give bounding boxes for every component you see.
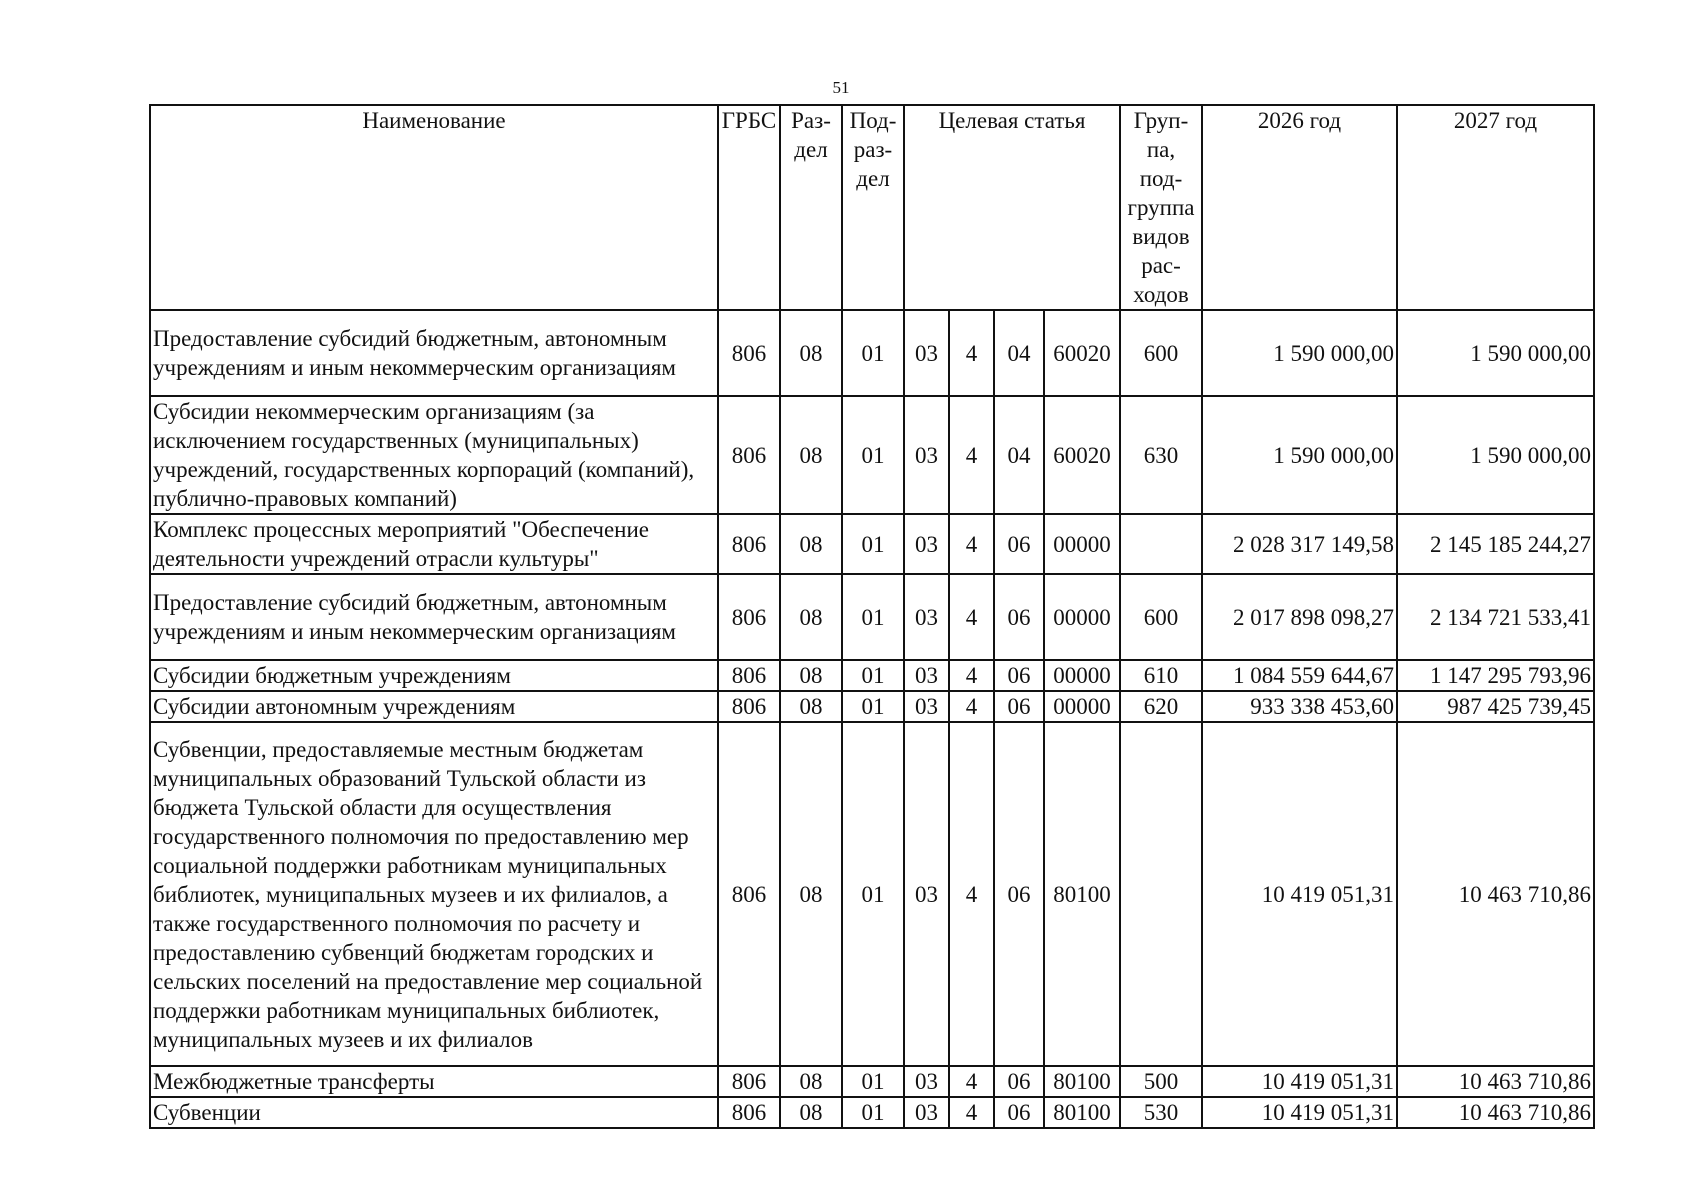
page-number: 51 xyxy=(832,78,850,97)
row-podrazdel: 01 xyxy=(842,310,904,396)
row-target-type: 4 xyxy=(949,310,994,396)
row-target-direction: 80100 xyxy=(1044,1097,1120,1128)
row-name: Субсидии бюджетным учреждениям xyxy=(150,660,718,691)
header-razdel: Раз- дел xyxy=(780,105,842,310)
row-podrazdel: 01 xyxy=(842,574,904,660)
table-body xyxy=(150,310,1594,1128)
row-podrazdel: 01 xyxy=(842,660,904,691)
row-amount-2027: 2 145 185 244,27 xyxy=(1397,514,1594,574)
row-razdel: 08 xyxy=(780,1066,842,1097)
row-podrazdel: 01 xyxy=(842,722,904,1066)
row-podrazdel: 01 xyxy=(842,1097,904,1128)
row-target-program: 03 xyxy=(904,1066,949,1097)
table-row xyxy=(150,514,1594,574)
header-expense-group: Груп- па, под- группа видов рас- ходов xyxy=(1120,105,1202,310)
row-razdel: 08 xyxy=(780,514,842,574)
table-row xyxy=(150,310,1594,396)
row-grbs: 806 xyxy=(718,691,780,722)
row-target-complex: 06 xyxy=(994,722,1044,1066)
row-razdel: 08 xyxy=(780,574,842,660)
row-target-type: 4 xyxy=(949,660,994,691)
row-target-program: 03 xyxy=(904,396,949,514)
table-row xyxy=(150,722,1594,1066)
row-target-direction: 80100 xyxy=(1044,722,1120,1066)
row-razdel: 08 xyxy=(780,310,842,396)
row-target-direction: 60020 xyxy=(1044,396,1120,514)
row-target-program: 03 xyxy=(904,722,949,1066)
row-target-program: 03 xyxy=(904,574,949,660)
row-target-complex: 06 xyxy=(994,514,1044,574)
row-target-type: 4 xyxy=(949,574,994,660)
row-target-complex: 06 xyxy=(994,691,1044,722)
row-amount-2026: 933 338 453,60 xyxy=(1202,691,1397,722)
header-grbs: ГРБС xyxy=(718,105,780,310)
row-amount-2027: 10 463 710,86 xyxy=(1397,722,1594,1066)
table-row xyxy=(150,574,1594,660)
row-expense-group: 620 xyxy=(1120,691,1202,722)
row-target-type: 4 xyxy=(949,1066,994,1097)
row-target-complex: 06 xyxy=(994,574,1044,660)
row-name: Предоставление субсидий бюджетным, автономным учреждениям и иным некоммерческим организациям xyxy=(150,310,718,396)
row-expense-group: 610 xyxy=(1120,660,1202,691)
row-grbs: 806 xyxy=(718,574,780,660)
row-name: Комплекс процессных мероприятий "Обеспечение деятельности учреждений отрасли культуры" xyxy=(150,514,718,574)
row-target-direction: 00000 xyxy=(1044,660,1120,691)
row-target-direction: 00000 xyxy=(1044,574,1120,660)
row-grbs: 806 xyxy=(718,1097,780,1128)
row-razdel: 08 xyxy=(780,396,842,514)
row-name: Субсидии некоммерческим организациям (за исключением государственных (муниципальных) учреждений, государственных корпораций (компаний), публично-правовых компаний) xyxy=(150,396,718,514)
row-expense-group xyxy=(1120,722,1202,1066)
row-grbs: 806 xyxy=(718,722,780,1066)
row-amount-2027: 1 147 295 793,96 xyxy=(1397,660,1594,691)
row-expense-group: 600 xyxy=(1120,310,1202,396)
row-amount-2027: 10 463 710,86 xyxy=(1397,1097,1594,1128)
row-amount-2027: 1 590 000,00 xyxy=(1397,396,1594,514)
row-target-complex: 04 xyxy=(994,396,1044,514)
row-target-type: 4 xyxy=(949,1097,994,1128)
row-amount-2026: 2 017 898 098,27 xyxy=(1202,574,1397,660)
header-target-article: Целевая статья xyxy=(904,105,1120,310)
row-target-program: 03 xyxy=(904,514,949,574)
row-target-type: 4 xyxy=(949,691,994,722)
row-target-complex: 04 xyxy=(994,310,1044,396)
row-podrazdel: 01 xyxy=(842,514,904,574)
row-amount-2027: 2 134 721 533,41 xyxy=(1397,574,1594,660)
row-amount-2026: 1 590 000,00 xyxy=(1202,396,1397,514)
row-razdel: 08 xyxy=(780,660,842,691)
row-amount-2026: 1 590 000,00 xyxy=(1202,310,1397,396)
row-target-program: 03 xyxy=(904,310,949,396)
header-2026: 2026 год xyxy=(1202,105,1397,310)
budget-table xyxy=(149,104,1595,1129)
row-target-type: 4 xyxy=(949,722,994,1066)
table-header-row xyxy=(150,105,1594,310)
row-target-direction: 00000 xyxy=(1044,691,1120,722)
table-row xyxy=(150,396,1594,514)
row-target-complex: 06 xyxy=(994,660,1044,691)
row-grbs: 806 xyxy=(718,310,780,396)
row-amount-2027: 10 463 710,86 xyxy=(1397,1066,1594,1097)
header-2027: 2027 год xyxy=(1397,105,1594,310)
row-grbs: 806 xyxy=(718,396,780,514)
row-target-program: 03 xyxy=(904,660,949,691)
row-amount-2026: 1 084 559 644,67 xyxy=(1202,660,1397,691)
row-grbs: 806 xyxy=(718,660,780,691)
row-podrazdel: 01 xyxy=(842,1066,904,1097)
row-target-type: 4 xyxy=(949,514,994,574)
row-podrazdel: 01 xyxy=(842,396,904,514)
header-name: Наименование xyxy=(150,105,718,310)
row-target-program: 03 xyxy=(904,691,949,722)
table-row xyxy=(150,1097,1594,1128)
row-amount-2026: 2 028 317 149,58 xyxy=(1202,514,1397,574)
row-target-direction: 00000 xyxy=(1044,514,1120,574)
row-target-type: 4 xyxy=(949,396,994,514)
row-podrazdel: 01 xyxy=(842,691,904,722)
row-amount-2026: 10 419 051,31 xyxy=(1202,1066,1397,1097)
table-row xyxy=(150,691,1594,722)
row-expense-group: 530 xyxy=(1120,1097,1202,1128)
row-name: Предоставление субсидий бюджетным, автономным учреждениям и иным некоммерческим организациям xyxy=(150,574,718,660)
table-row xyxy=(150,660,1594,691)
row-amount-2027: 987 425 739,45 xyxy=(1397,691,1594,722)
row-grbs: 806 xyxy=(718,1066,780,1097)
row-amount-2026: 10 419 051,31 xyxy=(1202,1097,1397,1128)
row-expense-group: 500 xyxy=(1120,1066,1202,1097)
row-expense-group: 600 xyxy=(1120,574,1202,660)
row-razdel: 08 xyxy=(780,722,842,1066)
row-name: Межбюджетные трансферты xyxy=(150,1066,718,1097)
row-amount-2027: 1 590 000,00 xyxy=(1397,310,1594,396)
row-target-direction: 80100 xyxy=(1044,1066,1120,1097)
header-podrazdel: Под- раз- дел xyxy=(842,105,904,310)
row-name: Субсидии автономным учреждениям xyxy=(150,691,718,722)
row-expense-group xyxy=(1120,514,1202,574)
row-target-program: 03 xyxy=(904,1097,949,1128)
table-row xyxy=(150,1066,1594,1097)
row-target-direction: 60020 xyxy=(1044,310,1120,396)
row-expense-group: 630 xyxy=(1120,396,1202,514)
row-target-complex: 06 xyxy=(994,1066,1044,1097)
row-name: Субвенции xyxy=(150,1097,718,1128)
row-grbs: 806 xyxy=(718,514,780,574)
row-name: Субвенции, предоставляемые местным бюджетам муниципальных образований Тульской области из бюджета Тульской области для осуществления государственного полномочия по предоставлению мер социальной поддержки работникам муниципальных библиотек, муниципальных музеев и их филиалов, а также государственного полномочия по расчету и предоставлению субвенций бюджетам городских и сельских поселений на предоставление мер социальной поддержки работникам муниципальных библиотек, муниципальных музеев и их филиалов xyxy=(150,722,718,1066)
row-razdel: 08 xyxy=(780,1097,842,1128)
row-razdel: 08 xyxy=(780,691,842,722)
row-target-complex: 06 xyxy=(994,1097,1044,1128)
row-amount-2026: 10 419 051,31 xyxy=(1202,722,1397,1066)
